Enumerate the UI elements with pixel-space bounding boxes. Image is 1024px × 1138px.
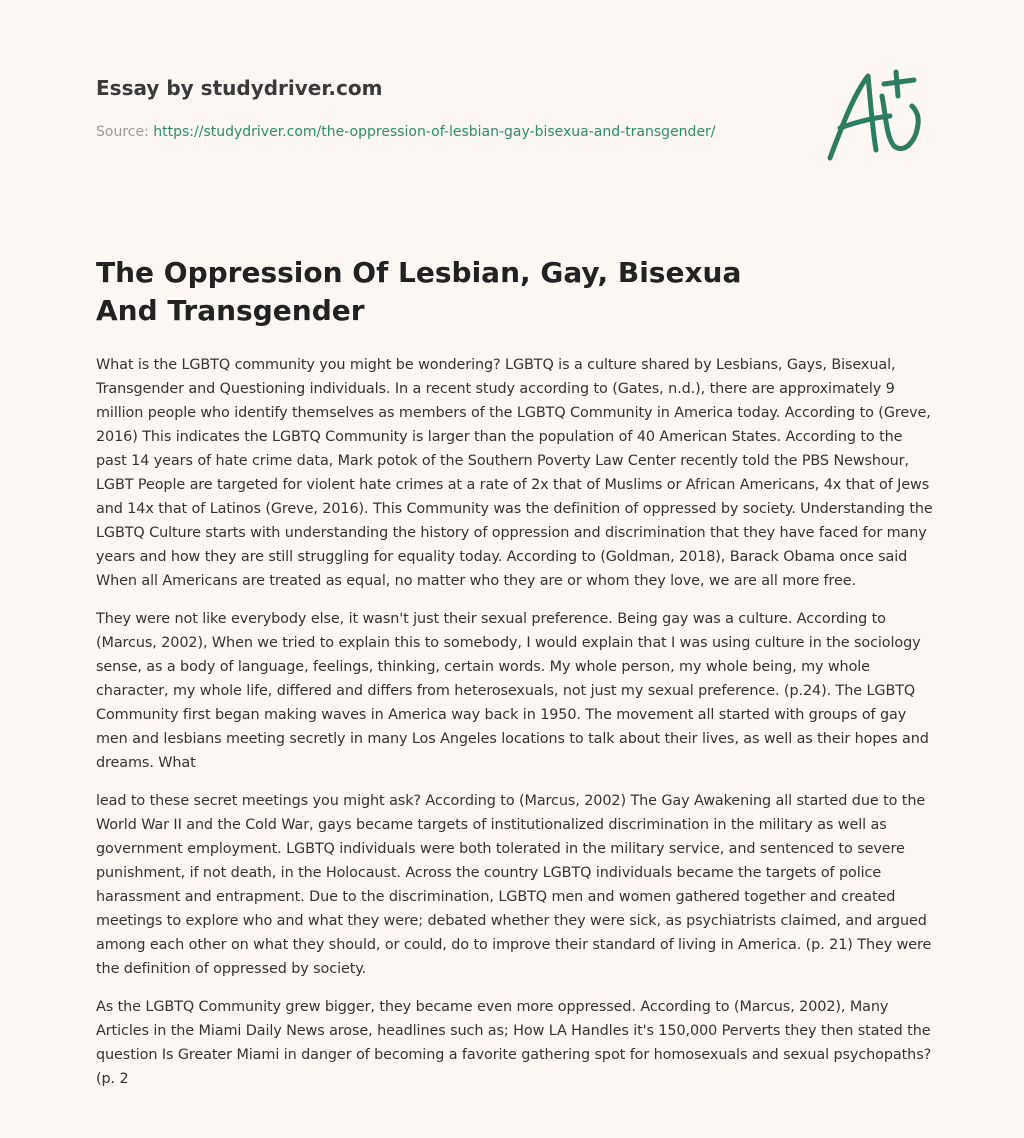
paragraph-3: lead to these secret meetings you might ask? According to (Marcus, 2002) The Gay Awakening all started due to the World War II and the Cold War, gays became targets of institutionalized discrimination in the military as well as government employment. LGBTQ individuals were both tolerated in the military service, and sentenced to severe punishment, if not death, in the Holocaust. Across the country LGBTQ individuals became the targets of police harassment and entrapment. Due to the discrimination, LGBTQ men and women gathered together and created meetings to explore who and what they were; debated whether they were sick, as psychiatrists claimed, and argued among each other on what they should, or could, do to improve their standard of living in America. (p. 21) They were the definition of oppressed by society. — [96, 793, 932, 977]
source-label: Source: — [96, 124, 154, 140]
page-header — [96, 76, 928, 140]
document-body — [96, 353, 936, 1105]
site-title: Essay by studydriver.com — [96, 76, 383, 100]
paragraph-2: They were not like everybody else, it wasn't just their sexual preference. Being gay was a culture. According to (Marcus, 2002), When we tried to explain this to somebody, I would explain that I was using culture in the sociology sense, as a body of language, feelings, thinking, certain words. My whole person, my whole being, my whole character, my whole life, differed and differs from heterosexuals, not just my sexual preference. (p.24). The LGBTQ Community first began making waves in America way back in 1950. The movement all started with groups of gay men and lesbians meeting secretly in many Los Angeles locations to talk about their lives, as well as their hopes and dreams. What — [96, 611, 929, 771]
paragraph-4: As the LGBTQ Community grew bigger, they became even more oppressed. According to (Marcus, 2002), Many Articles in the Miami Daily News arose, headlines such as; How LA Handles it's 150,000 Perverts they then stated the question Is Greater Miami in danger of becoming a favorite gathering spot for homosexuals and sexual psychopaths? (p. 2 — [96, 999, 932, 1087]
source-line — [96, 124, 716, 140]
document-title: The Oppression Of Lesbian, Gay, Bisexua And Transgender — [96, 256, 742, 327]
source-link[interactable]: https://studydriver.com/the-oppression-of-lesbian-gay-bisexua-and-transgender/ — [153, 124, 716, 140]
a-plus-logo-icon — [820, 66, 930, 166]
paragraph-1: What is the LGBTQ community you might be wondering? LGBTQ is a culture shared by Lesbians, Gays, Bisexual, Transgender and Questioning individuals. In a recent study according to (Gates, n.d.), there are approximately 9 million people who identify themselves as members of the LGBTQ Community in America today. According to (Greve, 2016) This indicates the LGBTQ Community is larger than the population of 40 American States. According to the past 14 years of hate crime data, Mark potok of the Southern Poverty Law Center recently told the PBS Newshour, LGBT People are targeted for violent hate crimes at a rate of 2x that of Muslims or African Americans, 4x that of Jews and 14x that of Latinos (Greve, 2016). This Community was the definition of oppressed by society. Understanding the LGBTQ Culture starts with understanding the history of oppression and discrimination that they have faced for many years and how they are still struggling for equality today. According to (Goldman, 2018), Barack Obama once said When all Americans are treated as equal, no matter who they are or whom they love, we are all more free. — [96, 357, 933, 589]
